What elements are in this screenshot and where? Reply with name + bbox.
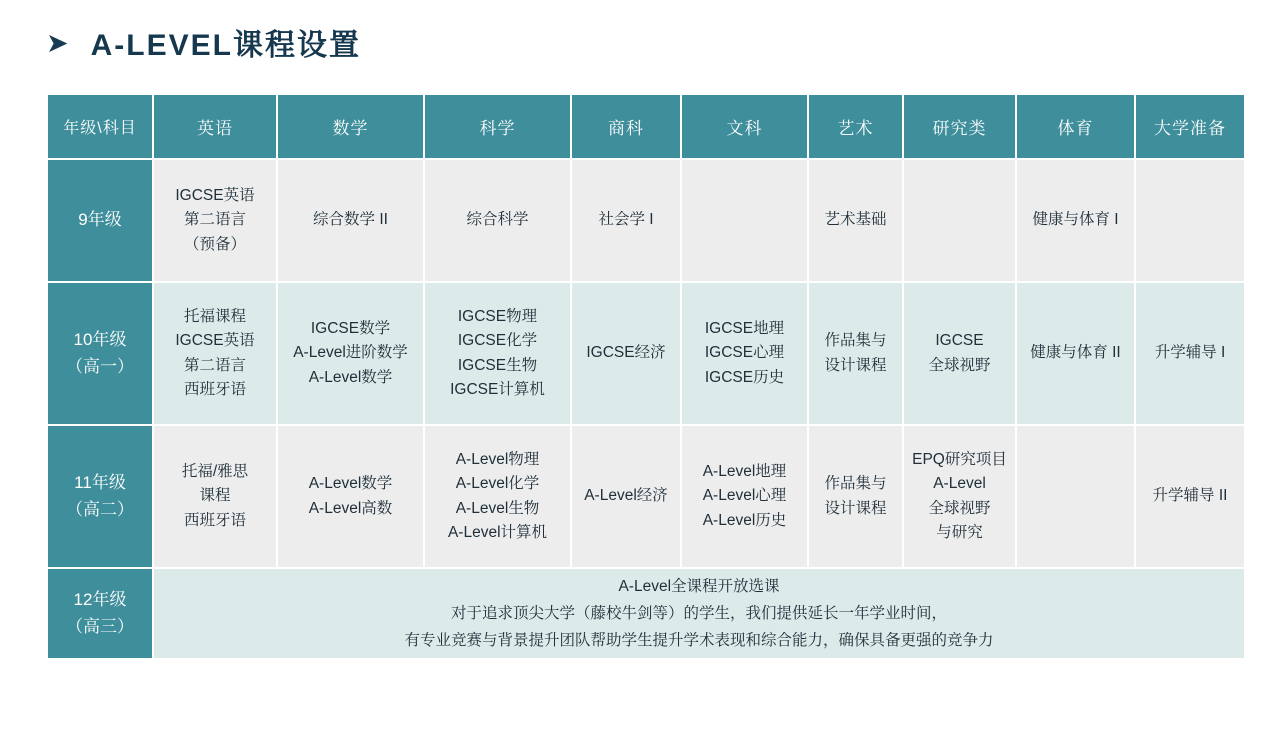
cell-10-uniprep: 升学辅导 I bbox=[1135, 282, 1245, 425]
grade-label-10: 10年级 （高一） bbox=[47, 282, 153, 425]
cell-9-english: IGCSE英语 第二语言 （预备） bbox=[153, 159, 277, 282]
cell-10-business: IGCSE经济 bbox=[571, 282, 681, 425]
table-header-cell-3: 科学 bbox=[424, 94, 571, 159]
grade-label-12: 12年级 （高三） bbox=[47, 568, 153, 659]
table-row bbox=[47, 425, 1245, 568]
table-header-cell-4: 商科 bbox=[571, 94, 681, 159]
triangle-right-icon: ➤ bbox=[46, 27, 69, 58]
table-header-cell-9: 大学准备 bbox=[1135, 94, 1245, 159]
cell-9-math: 综合数学 II bbox=[277, 159, 424, 282]
table-header-cell-7: 研究类 bbox=[903, 94, 1016, 159]
cell-10-english: 托福课程 IGCSE英语 第二语言 西班牙语 bbox=[153, 282, 277, 425]
grade-label-11: 11年级 （高二） bbox=[47, 425, 153, 568]
cell-11-pe bbox=[1016, 425, 1135, 568]
cell-11-science: A-Level物理 A-Level化学 A-Level生物 A-Level计算机 bbox=[424, 425, 571, 568]
table-header-cell-2: 数学 bbox=[277, 94, 424, 159]
cell-9-science: 综合科学 bbox=[424, 159, 571, 282]
table-header-cell-5: 文科 bbox=[681, 94, 808, 159]
cell-12-all-subjects-note: A-Level全课程开放选课 对于追求顶尖大学（藤校牛剑等）的学生，我们提供延长一年学业时间， 有专业竞赛与背景提升团队帮助学生提升学术表现和综合能力，确保具备更强的竞争力 bbox=[153, 568, 1245, 659]
cell-9-research bbox=[903, 159, 1016, 282]
cell-10-pe: 健康与体育 II bbox=[1016, 282, 1135, 425]
cell-9-uniprep bbox=[1135, 159, 1245, 282]
table-header-cell-8: 体育 bbox=[1016, 94, 1135, 159]
cell-9-pe: 健康与体育 I bbox=[1016, 159, 1135, 282]
cell-9-business: 社会学 I bbox=[571, 159, 681, 282]
cell-10-art: 作品集与 设计课程 bbox=[808, 282, 903, 425]
cell-10-science: IGCSE物理 IGCSE化学 IGCSE生物 IGCSE计算机 bbox=[424, 282, 571, 425]
course-table-wrapper bbox=[46, 93, 1234, 660]
table-header-cell-6: 艺术 bbox=[808, 94, 903, 159]
cell-11-humanities: A-Level地理 A-Level心理 A-Level历史 bbox=[681, 425, 808, 568]
cell-10-research: IGCSE 全球视野 bbox=[903, 282, 1016, 425]
cell-11-research: EPQ研究项目 A-Level 全球视野 与研究 bbox=[903, 425, 1016, 568]
grade-label-9: 9年级 bbox=[47, 159, 153, 282]
cell-9-humanities bbox=[681, 159, 808, 282]
table-row bbox=[47, 282, 1245, 425]
cell-11-business: A-Level经济 bbox=[571, 425, 681, 568]
cell-11-english: 托福/雅思 课程 西班牙语 bbox=[153, 425, 277, 568]
cell-10-humanities: IGCSE地理 IGCSE心理 IGCSE历史 bbox=[681, 282, 808, 425]
table-row bbox=[47, 159, 1245, 282]
cell-9-art: 艺术基础 bbox=[808, 159, 903, 282]
cell-11-art: 作品集与 设计课程 bbox=[808, 425, 903, 568]
cell-10-math: IGCSE数学 A-Level进阶数学 A-Level数学 bbox=[277, 282, 424, 425]
course-table bbox=[46, 93, 1246, 660]
page-title-text: A-LEVEL课程设置 bbox=[90, 29, 361, 62]
table-header-cell-0: 年级\科目 bbox=[47, 94, 153, 159]
table-row bbox=[47, 568, 1245, 659]
cell-11-math: A-Level数学 A-Level高数 bbox=[277, 425, 424, 568]
table-header-row bbox=[47, 94, 1245, 159]
page-title bbox=[46, 20, 361, 64]
cell-11-uniprep: 升学辅导 II bbox=[1135, 425, 1245, 568]
table-header-cell-1: 英语 bbox=[153, 94, 277, 159]
